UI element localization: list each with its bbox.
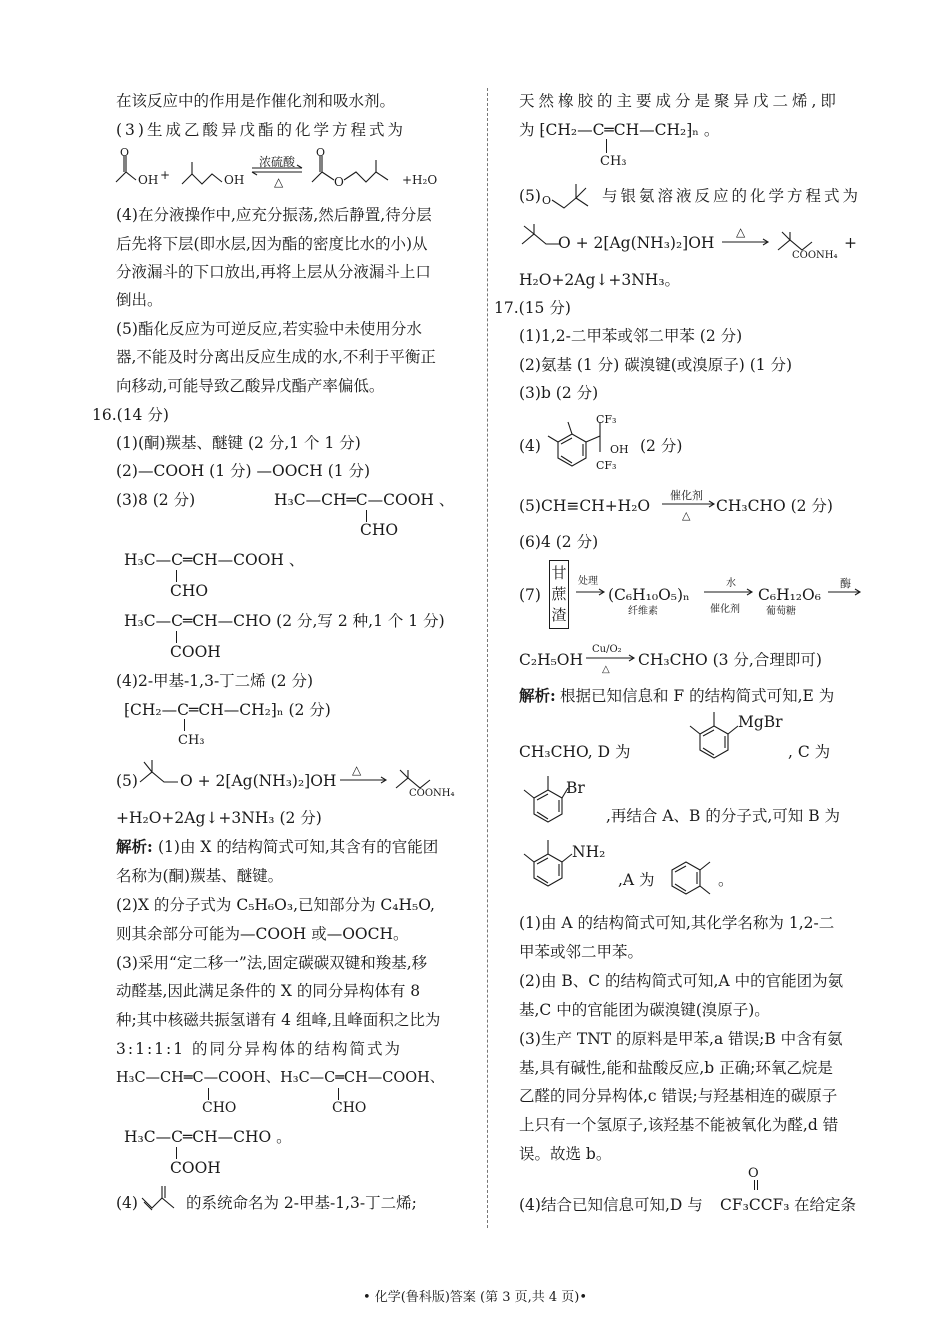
question-header: 16.(14 分): [92, 406, 169, 424]
mgbr-label: MgBr: [738, 713, 783, 731]
text-line: 上只有一个氢原子,该羟基不能被氧化为醛,d 错: [519, 1116, 839, 1134]
isoamyl-alcohol-skeleton: [182, 174, 222, 184]
text-line: CH₃CHO, D 为: [519, 743, 631, 761]
oh-label: OH: [224, 173, 245, 187]
product-label: COONH₄: [409, 788, 455, 799]
question-header: 17.(15 分): [494, 299, 571, 317]
text-line: (5)CH≡CH+H₂O: [519, 497, 651, 515]
water-product: +H₂O: [402, 173, 438, 187]
text-line: (2)氨基 (1 分) 碳溴键(或溴原子) (1 分): [519, 356, 793, 374]
text-line: (4): [116, 1194, 138, 1212]
reagent-text: O + 2[Ag(NH₃)₂]OH: [180, 772, 337, 790]
text-line: 乙醛的同分异构体,c 错误;与羟基相连的碳原子: [519, 1087, 838, 1105]
reagent-text: O + 2[Ag(NH₃)₂]OH: [558, 234, 715, 252]
text-line: (7): [519, 586, 541, 604]
cf3-label: CF₃: [596, 413, 617, 426]
text-line: CH₃CHO (2 分): [716, 497, 833, 515]
text-line: (2 分): [640, 437, 683, 455]
substituent-label: CHO: [332, 1100, 367, 1116]
substituent-label: CHO: [170, 582, 209, 600]
polymer-formula: ⁅CH₂—C═CH—CH₂⁆ₙ (2 分): [124, 701, 331, 719]
text-line: (1)1,2-二甲苯或邻二甲苯 (2 分): [519, 327, 743, 345]
text-line: 误。故选 b。: [519, 1145, 612, 1163]
text-line: (5)酯化反应为可逆反应,若实验中未使用分水: [116, 320, 422, 338]
text-line: 在该反应中的作用是作催化剂和吸水剂。: [116, 92, 396, 110]
text-line: (2)X 的分子式为 C₅H₆O₃,已知部分为 C₄H₅O,: [116, 896, 435, 914]
text-line: +H₂O+2Ag↓+3NH₃ (2 分): [116, 809, 322, 827]
text-line: CH₃CHO (3 分,合理即可): [638, 651, 822, 669]
text-line: 根据已知信息和 F 的结构简式可知,E 为: [560, 687, 835, 705]
svg-text:O: O: [316, 146, 326, 159]
step-label: Cu/O₂: [592, 644, 622, 655]
carbonyl-o-label: O: [748, 1166, 759, 1181]
heat-symbol: △: [736, 225, 746, 239]
text-line: 种;其中核磁共振氢谱有 4 组峰,且峰面积之比为: [116, 1011, 441, 1029]
reaction-arrow: [704, 588, 756, 598]
text-line: (5): [116, 772, 138, 790]
benzene-ring-structure: [664, 848, 724, 906]
text-line: 向移动,可能导致乙酸异戊酯产率偏低。: [116, 377, 385, 395]
bond-line: [757, 1180, 758, 1190]
text-line: (4)2-甲基-1,3-丁二烯 (2 分): [116, 672, 313, 690]
text-line: H₂O+2Ag↓+3NH₃。: [519, 271, 681, 289]
plus-sign: +: [844, 234, 857, 252]
formula-line: H₃C—CH═C—COOH 、: [274, 491, 455, 509]
text-line: 3:1:1:1 的同分异构体的结构简式为: [116, 1040, 403, 1058]
text-line: (1)(酮)羰基、醚键 (2 分,1 个 1 分): [116, 434, 361, 452]
step-label: 水: [726, 578, 736, 589]
text-line: ,再结合 A、B 的分子式,可知 B 为: [606, 807, 841, 825]
catalyst-label: 催化剂: [670, 489, 703, 502]
formula-line: H₃C—CH═C—COOH、H₃C—C═CH—COOH、: [116, 1070, 445, 1086]
cellulose-formula: (C₆H₁₀O₅)ₙ: [608, 586, 690, 604]
catalyst-label: 浓硫酸: [259, 155, 296, 169]
hexafluoroacetone-formula: CF₃CCF₃: [720, 1196, 790, 1214]
bond-line: [184, 719, 185, 731]
step-label: 酶: [840, 577, 851, 590]
oh-label: OH: [138, 173, 159, 187]
substituent-label: COOH: [170, 643, 221, 661]
text-line: (3)生产 TNT 的原料是甲苯,a 错误;B 中含有氨: [519, 1030, 843, 1048]
plus-sign: +: [160, 168, 171, 182]
text-line: 分液漏斗的下口放出,再将上层从分液漏斗上口: [116, 263, 431, 281]
ester-o-label: O: [334, 175, 344, 189]
text-line: (3)采用“定二移一”法,固定碳碳双键和羧基,移: [116, 954, 428, 972]
substituent-label: CHO: [202, 1100, 237, 1116]
step-label: 处理: [578, 576, 598, 587]
text-line: 则其余部分可能为—COOH 或—OOCH。: [116, 925, 409, 943]
text-line: C₂H₅OH: [519, 651, 584, 669]
text-line: (3)8 (2 分): [116, 491, 196, 509]
bagasse-box: 甘蔗渣: [549, 560, 569, 629]
text-line: 名称为(酮)羰基、醚键。: [116, 867, 284, 885]
text-line: (4)结合已知信息可知,D 与: [519, 1196, 703, 1214]
substituent-label: CH₃: [600, 154, 627, 169]
text-line: 。: [718, 871, 734, 889]
cf3-label: CF₃: [596, 459, 617, 472]
substituent-label: CHO: [360, 521, 399, 539]
heat-symbol: △: [274, 175, 284, 189]
text-line: (2)—COOH (1 分) —OOCH (1 分): [116, 462, 371, 480]
text-line: (5): [519, 187, 541, 205]
heat-symbol: △: [602, 664, 610, 675]
text-line: (1)由 X 的结构简式可知,其含有的官能团: [158, 838, 439, 856]
text-line: 基,具有碱性,能和盐酸反应,b 正确;环氧乙烷是: [519, 1059, 833, 1077]
svg-text:O: O: [120, 146, 130, 159]
text-line: 倒出。: [116, 291, 163, 309]
substituent-label: COOH: [170, 1159, 221, 1177]
step-label: 纤维素: [628, 606, 658, 617]
step-label: 葡萄糖: [766, 606, 796, 617]
isoprene-skeleton: [140, 1184, 188, 1214]
text-line: (3)生成乙酸异戊酯的化学方程式为: [116, 121, 406, 139]
reaction-arrow: [586, 654, 638, 664]
reaction-arrow: [828, 588, 864, 598]
heat-symbol: △: [682, 509, 691, 522]
reaction-arrow: [576, 588, 608, 598]
text-line: (2)由 B、C 的结构简式可知,A 中的官能团为氨: [519, 972, 844, 990]
text-line: , C 为: [788, 743, 831, 761]
glucose-formula: C₆H₁₂O₆: [758, 586, 821, 604]
product-label: COONH₄: [792, 250, 838, 261]
text-line: (1)由 A 的结构简式可知,其化学名称为 1,2-二: [519, 914, 835, 932]
text-line: 在给定条: [794, 1196, 857, 1214]
text-line: (3)b (2 分): [519, 384, 599, 402]
oh-label: OH: [610, 443, 629, 456]
analysis-label: 解析:: [519, 686, 556, 705]
bond-line: [754, 1180, 755, 1190]
text-line: 天然橡胶的主要成分是聚异戊二烯,即: [519, 92, 840, 110]
aldehyde-skeleton: [542, 180, 602, 214]
analysis-label: 解析:: [116, 837, 153, 856]
text-line: 动醛基,因此满足条件的 X 的同分异构体有 8: [116, 982, 421, 1000]
text-line: 与银氨溶液反应的化学方程式为: [602, 187, 862, 205]
br-label: Br: [566, 779, 585, 797]
text-line: 基,C 中的官能团为碳溴键(溴原子)。: [519, 1001, 770, 1019]
nh2-label: NH₂: [572, 843, 606, 861]
text-line: (4): [519, 437, 541, 455]
bond-line: [606, 139, 607, 153]
substituent-label: CH₃: [178, 733, 205, 748]
text-line: (4)在分液操作中,应充分振荡,然后静置,待分层: [116, 206, 432, 224]
formula-line: H₃C—C═CH—CHO (2 分,写 2 种,1 个 1 分): [124, 612, 445, 630]
formula-line: H₃C—C═CH—CHO 。: [124, 1128, 292, 1146]
heat-symbol: △: [352, 763, 362, 777]
column-divider: [487, 88, 488, 1228]
formula-line: H₃C—C═CH—COOH 、: [124, 551, 305, 569]
text-line: 甲苯或邻二甲苯。: [519, 943, 644, 961]
step-label: 催化剂: [710, 604, 740, 615]
text-line: 的系统命名为 2-甲基-1,3-丁二烯;: [186, 1194, 417, 1212]
text-line: ,A 为: [618, 871, 655, 889]
text-line: (6)4 (2 分): [519, 533, 599, 551]
polymer-formula: 为 ⁅CH₂—C═CH—CH₂⁆ₙ 。: [519, 121, 720, 139]
page-footer: • 化学(鲁科版)答案 (第 3 页,共 4 页)•: [362, 1290, 588, 1305]
text-line: 器,不能及时分离出反应生成的水,不利于平衡正: [116, 348, 436, 366]
text-line: 后先将下层(即水层,因为酯的密度比水的小)从: [116, 235, 428, 253]
svg-text:O: O: [542, 194, 552, 207]
